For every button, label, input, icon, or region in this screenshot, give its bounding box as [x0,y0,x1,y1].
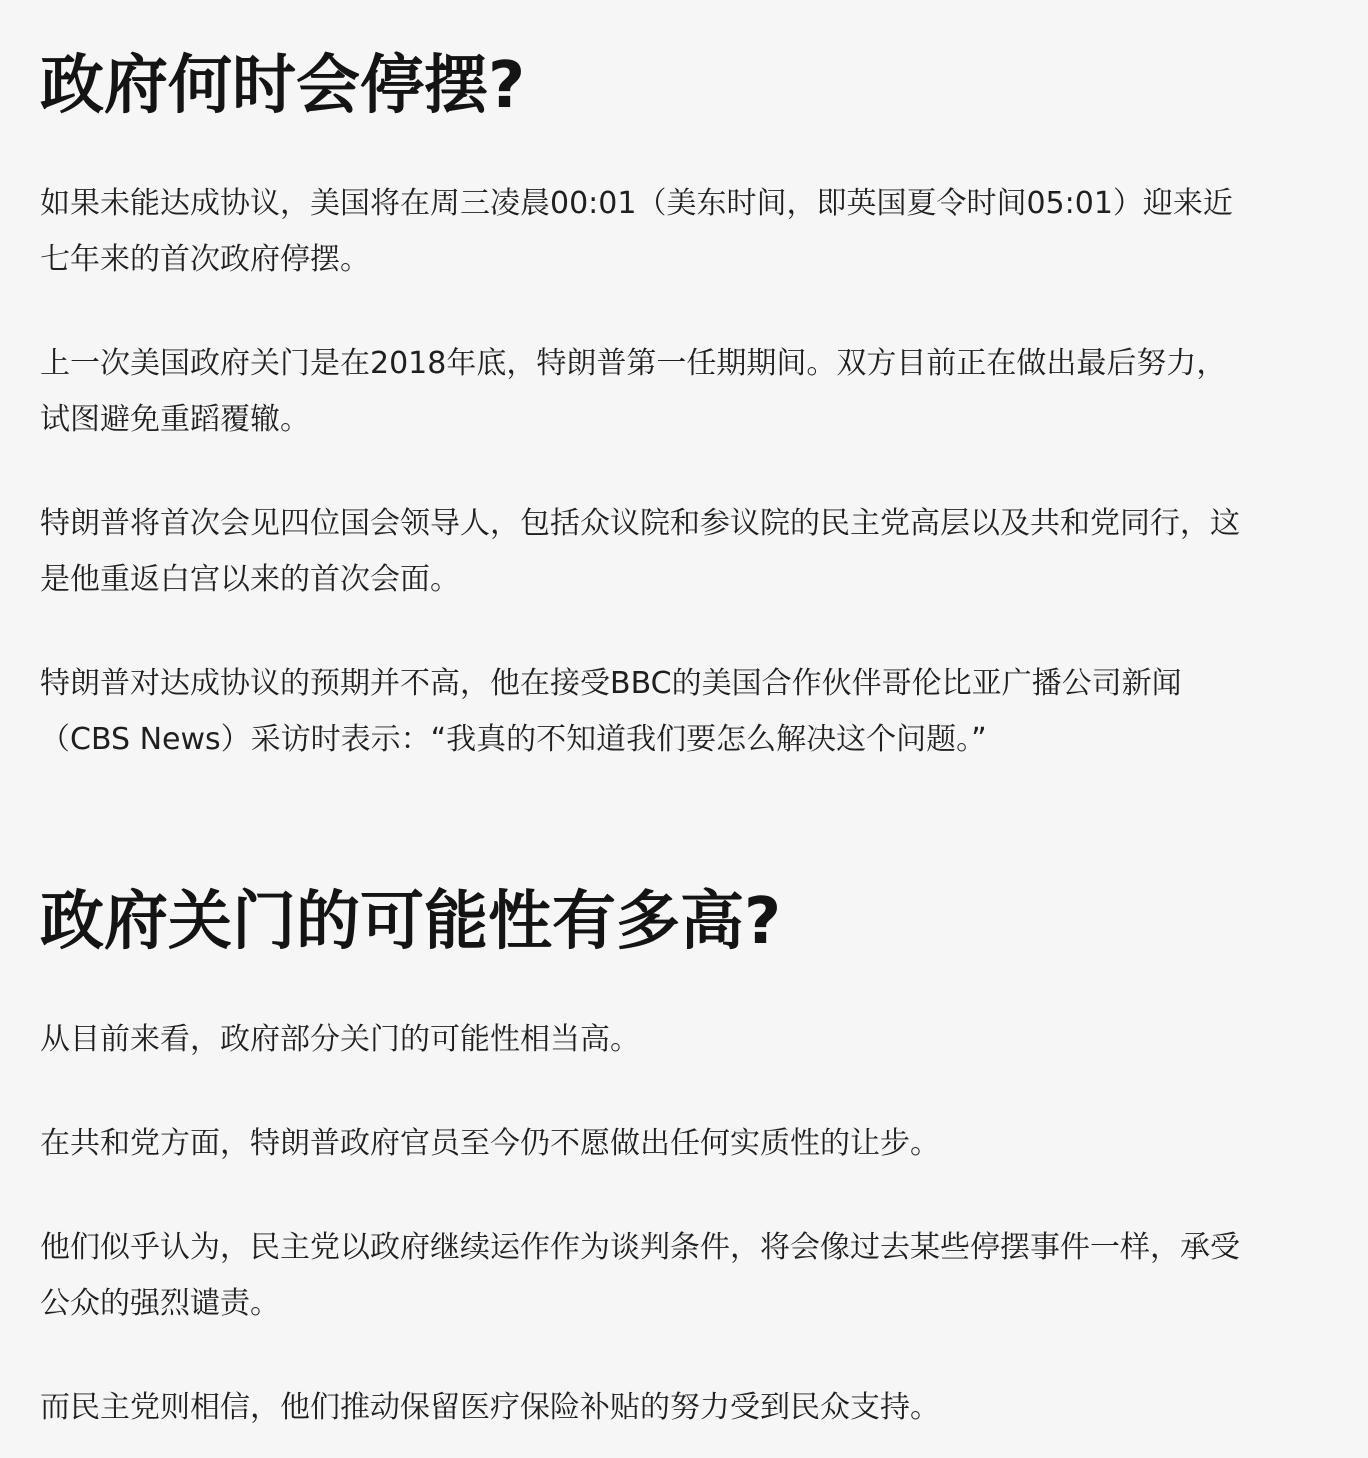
section-heading-shutdown-likelihood: 政府关门的可能性有多高? [40,885,782,959]
paragraph: 上一次美国政府关门是在2018年底，特朗普第一任期期间。双方目前正在做出最后努力，试图避免重蹈覆辙。 [40,346,1227,437]
paragraph: 在共和党方面，特朗普政府官员至今仍不愿做出任何实质性的让步。 [40,1126,940,1161]
section-heading-shutdown-timing: 政府何时会停摆? [40,49,526,123]
paragraph: 特朗普对达成协议的预期并不高，他在接受BBC的美国合作伙伴哥伦比亚广播公司新闻（CBS News）采访时表示：“我真的不知道我们要怎么解决这个问题。” [40,666,1182,757]
paragraph: 而民主党则相信，他们推动保留医疗保险补贴的努力受到民众支持。 [40,1390,940,1425]
paragraph: 如果未能达成协议，美国将在周三凌晨00:01（美东时间，即英国夏令时间05:01）迎来近七年来的首次政府停摆。 [40,186,1233,277]
paragraph: 他们似乎认为，民主党以政府继续运作作为谈判条件，将会像过去某些停摆事件一样，承受公众的强烈谴责。 [40,1230,1240,1321]
paragraph: 从目前来看，政府部分关门的可能性相当高。 [40,1022,640,1057]
paragraph: 特朗普将首次会见四位国会领导人，包括众议院和参议院的民主党高层以及共和党同行，这是他重返白宫以来的首次会面。 [40,506,1240,597]
